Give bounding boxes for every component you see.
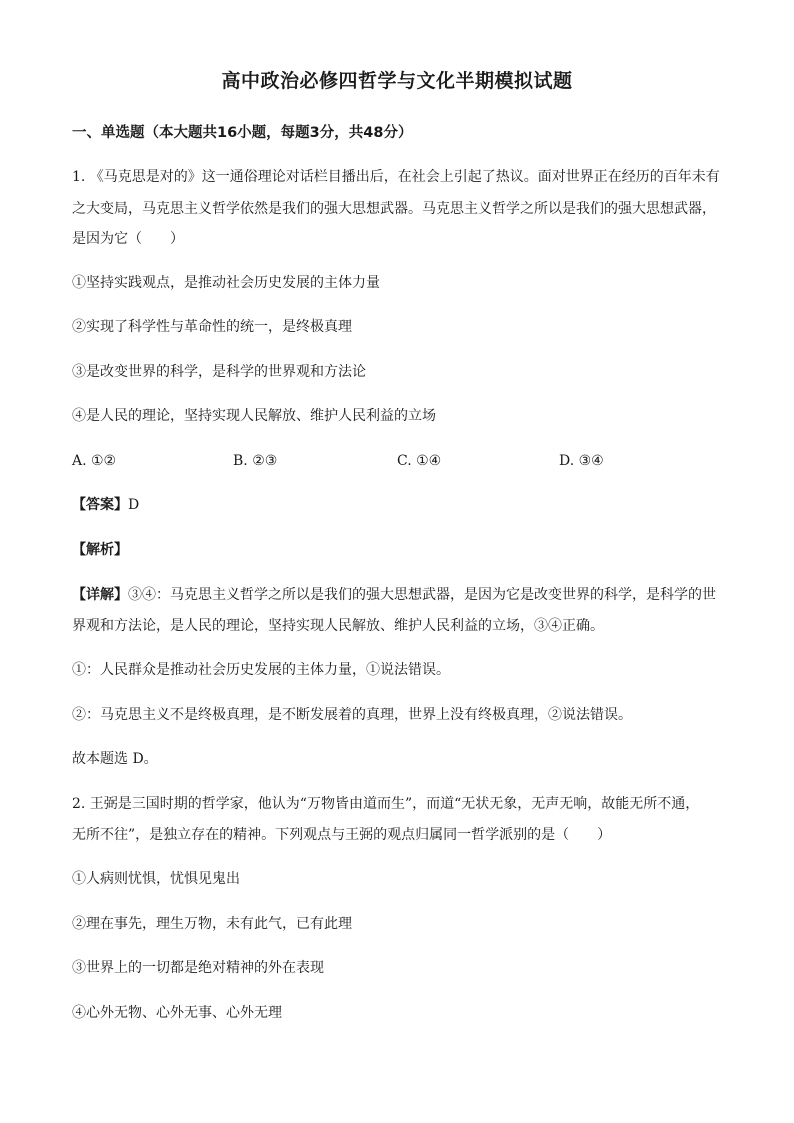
q2-item-4: ④心外无物、心外无事、心外无理 (72, 1005, 282, 1021)
q1-stem-line-1: 1. 《马克思是对的》这一通俗理论对话栏目播出后，在社会上引起了热议。面对世界正在经历的百年未有 (72, 169, 720, 185)
q1-item-3: ③是改变世界的科学，是科学的世界观和方法论 (72, 364, 366, 380)
q1-option-a: A. ①② (72, 453, 117, 469)
q2-item-1: ①人病则忧惧，忧惧见鬼出 (72, 871, 240, 887)
detail-label: 【详解】 (72, 587, 128, 603)
answer-label: 【答案】 (72, 497, 128, 513)
q1-conclusion: 故本题选 D。 (72, 751, 158, 767)
q1-detail-line-1 (72, 585, 722, 605)
q1-item-2: ②实现了科学性与革命性的统一，是终极真理 (72, 319, 352, 335)
q2-item-2: ②理在事先，理生万物，未有此气，已有此理 (72, 916, 352, 932)
section-heading: 一、单选题（本大题共16小题，每题3分，共48分） (72, 125, 413, 141)
q1-option-d: D. ③④ (559, 453, 604, 469)
q1-detail-line-3: ①：人民群众是推动社会历史发展的主体力量，①说法错误。 (72, 662, 450, 678)
q2-stem-line-1: 2. 王弼是三国时期的哲学家，他认为“万物皆由道而生”，而道“无状无象，无声无响，故能无所不通， (72, 796, 700, 812)
q1-option-c: C. ①④ (397, 453, 442, 469)
q2-item-3: ③世界上的一切都是绝对精神的外在表现 (72, 960, 324, 976)
q1-answer (72, 495, 722, 515)
analysis-label: 【解析】 (72, 542, 128, 558)
q1-stem-line-2: 之大变局，马克思主义哲学依然是我们的强大思想武器。马克思主义哲学之所以是我们的强大思想武器， (72, 201, 716, 217)
detail-text: ③④：马克思主义哲学之所以是我们的强大思想武器，是因为它是改变世界的科学，是科学的世 (128, 587, 716, 603)
q1-item-1: ①坚持实践观点，是推动社会历史发展的主体力量 (72, 275, 380, 291)
q1-analysis (72, 540, 722, 560)
q2-stem-line-2: 无所不往”，是独立存在的精神。下列观点与王弼的观点归属同一哲学派别的是（ ） (72, 827, 612, 843)
q1-stem-line-3: 是因为它（ ） (72, 231, 184, 247)
q1-detail-line-4: ②：马克思主义不是终极真理，是不断发展着的真理，世界上没有终极真理，②说法错误。 (72, 707, 632, 723)
page-title: 高中政治必修四哲学与文化半期模拟试题 (221, 70, 573, 92)
q1-option-b: B. ②③ (233, 453, 278, 469)
q1-item-4: ④是人民的理论，坚持实现人民解放、维护人民利益的立场 (72, 408, 436, 424)
answer-value: D (128, 497, 140, 513)
q1-detail-line-2: 界观和方法论，是人民的理论，坚持实现人民解放、维护人民利益的立场，③④正确。 (72, 618, 604, 634)
